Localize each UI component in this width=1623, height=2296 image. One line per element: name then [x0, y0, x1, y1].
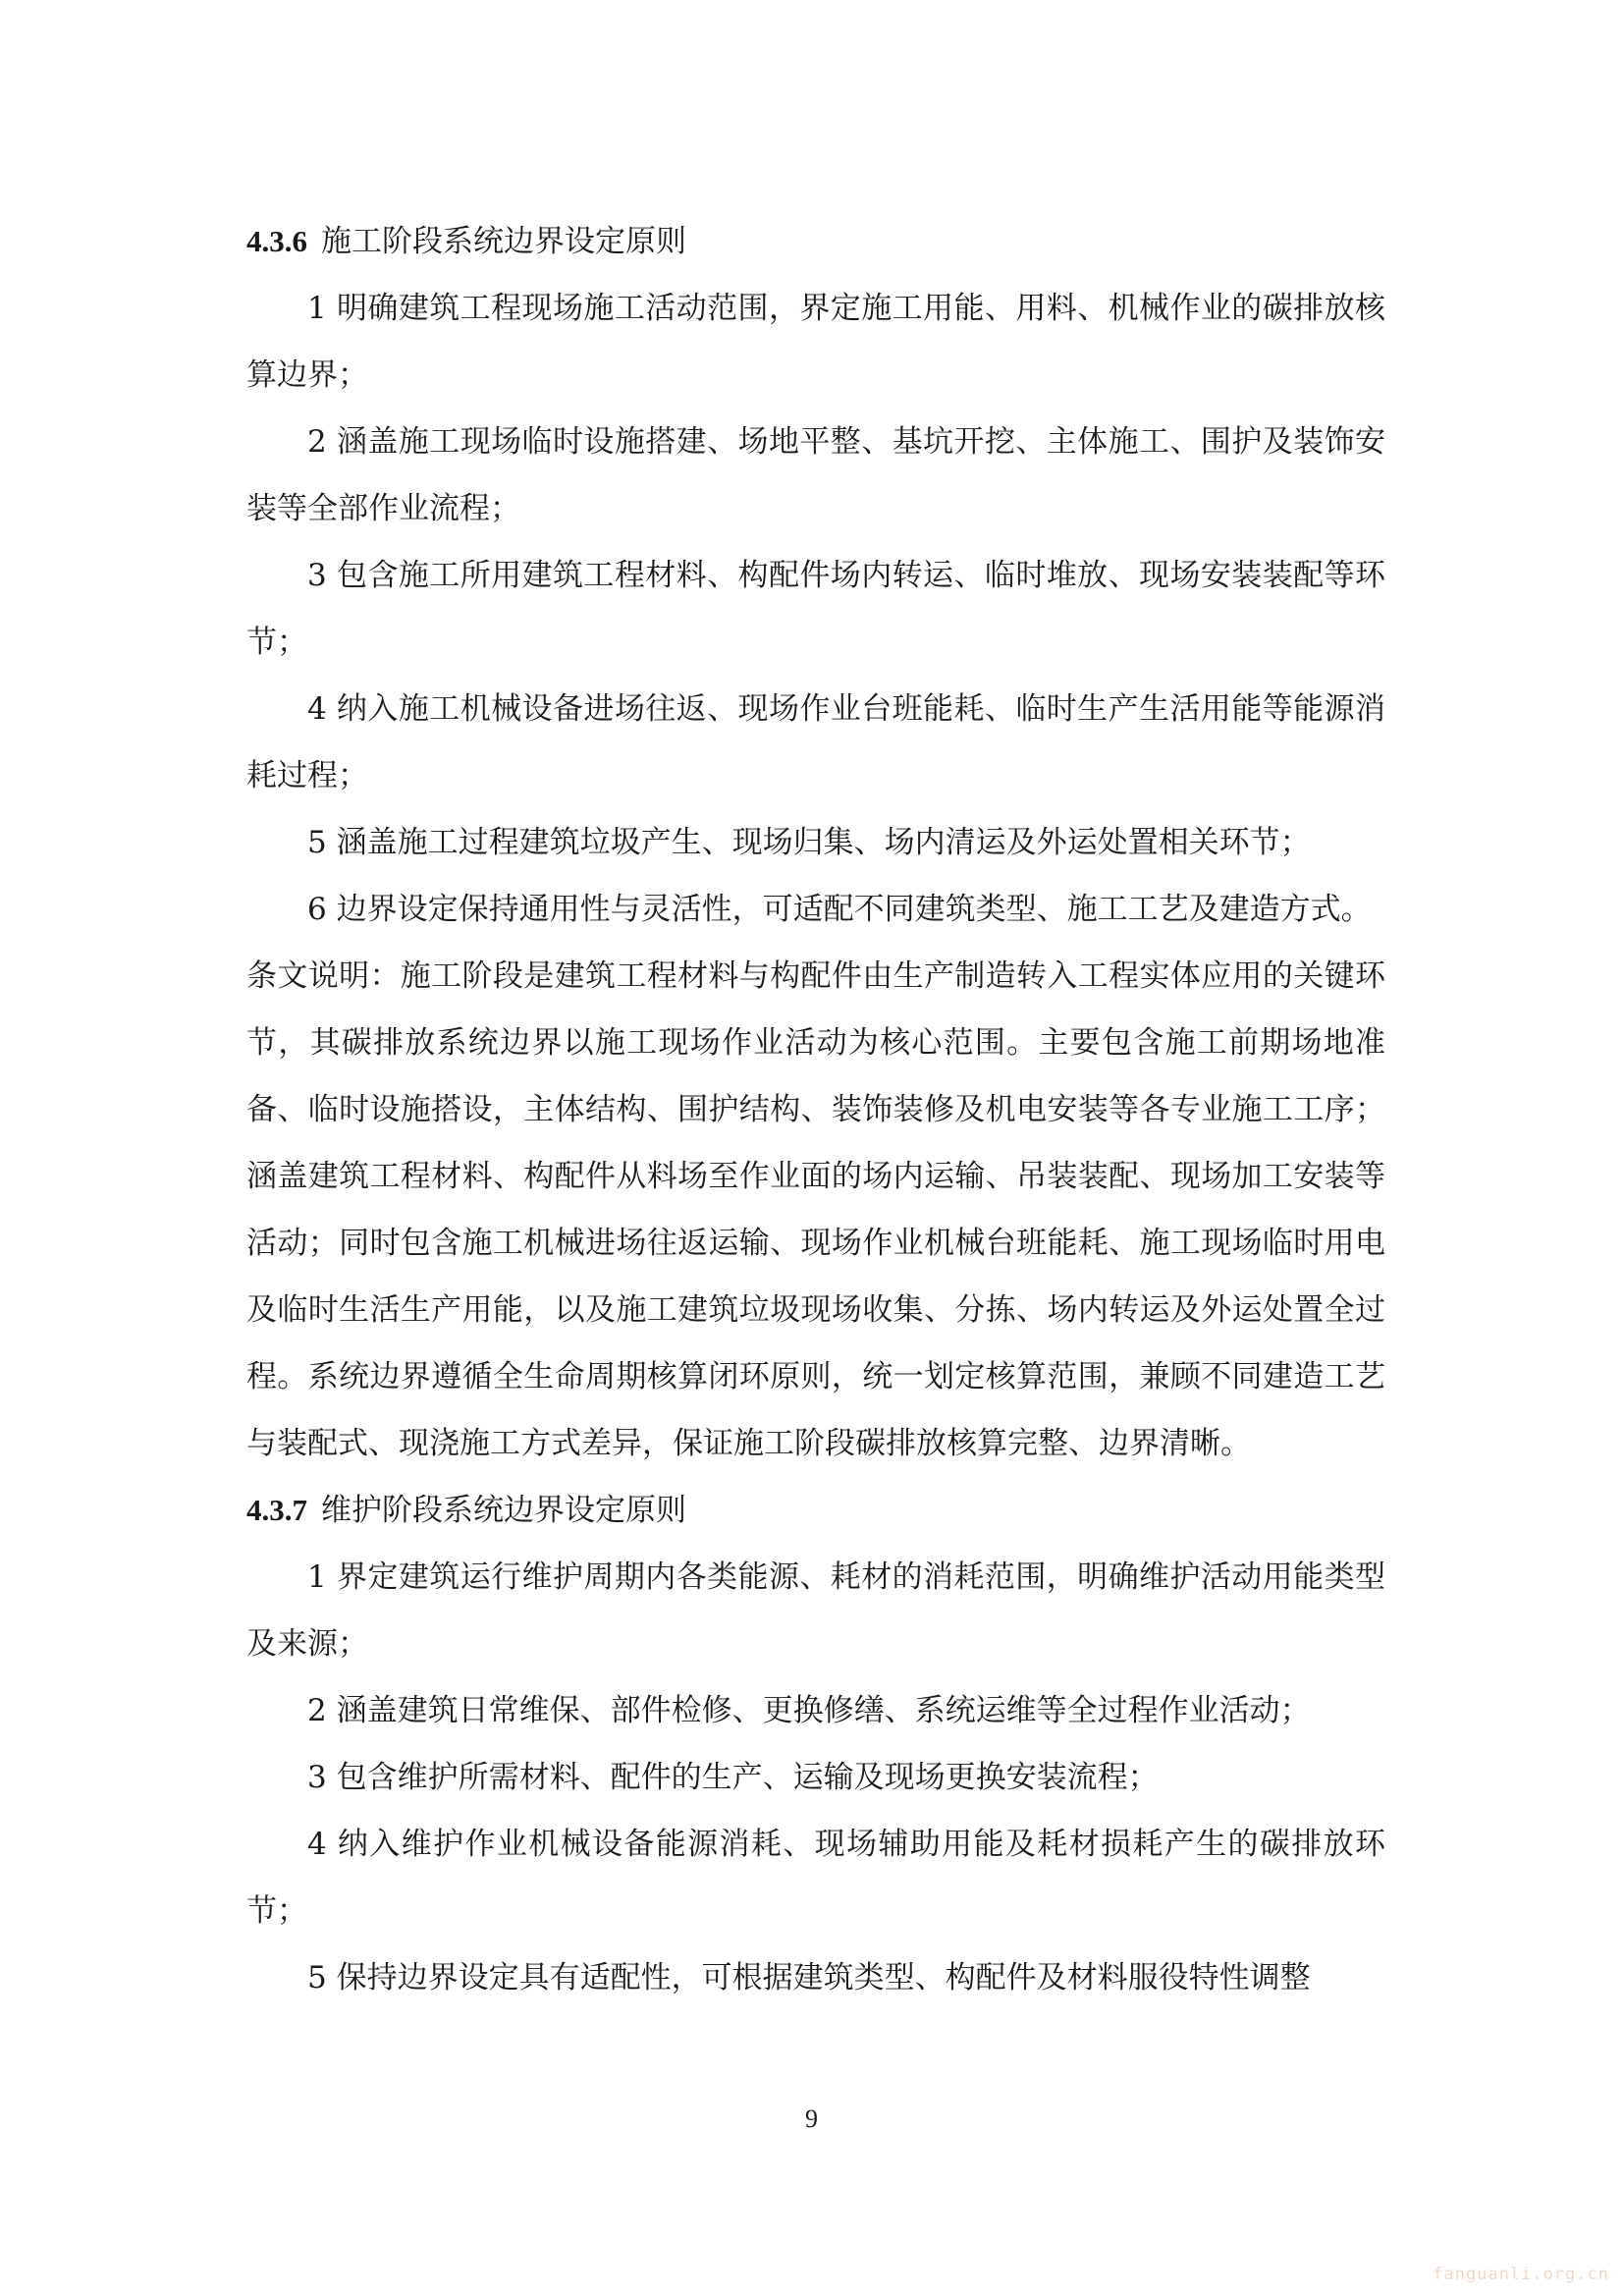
list-item: 6 边界设定保持通用性与灵活性，可适配不同建筑类型、施工工艺及建造方式。	[307, 892, 1372, 927]
list-item: 5 涵盖施工过程建筑垃圾产生、现场归集、场内清运及外运处置相关环节；	[307, 825, 1311, 860]
list-item: 2 涵盖施工现场临时设施搭建、场地平整、基坑开挖、主体施工、围护及装饰安装等全部作业流程；	[246, 424, 1385, 526]
list-item: 4 纳入施工机械设备进场往返、现场作业台班能耗、临时生产生活用能等能源消耗过程；	[246, 691, 1385, 793]
list-item: 5 保持边界设定具有适配性，可根据建筑类型、构配件及材料服役特性调整	[307, 1960, 1311, 1995]
section-title: 施工阶段系统边界设定原则	[321, 224, 686, 259]
document-body	[246, 208, 1385, 2011]
section-4-3-7-heading	[246, 1477, 1385, 1544]
section-number: 4.3.7	[246, 1493, 307, 1527]
list-item: 3 包含施工所用建筑工程材料、构配件场内转运、临时堆放、现场安装装配等环节；	[246, 558, 1385, 660]
list-item: 1 界定建筑运行维护周期内各类能源、耗材的消耗范围，明确维护活动用能类型及来源；	[246, 1559, 1385, 1662]
clause-explanation: 条文说明：施工阶段是建筑工程材料与构配件由生产制造转入工程实体应用的关键环节，其碳排放系统边界以施工现场作业活动为核心范围。主要包含施工前期场地准备、临时设施搭设，主体结构、围护结构、装饰装修及机电安装等各专业施工工序；涵盖建筑工程材料、构配件从料场至作业面的场内运输、吊装装配、现场加工安装等活动；同时包含施工机械进场往返运输、现场作业机械台班能耗、施工现场临时用电及临时生活生产用能，以及施工建筑垃圾现场收集、分拣、场内转运及外运处置全过程。系统边界遵循全生命周期核算闭环原则，统一划定核算范围，兼顾不同建造工艺与装配式、现浇施工方式差异，保证施工阶段碳排放核算完整、边界清晰。	[246, 958, 1385, 1461]
page-number: 9	[805, 2105, 818, 2133]
section-4-3-6-heading	[246, 208, 1385, 275]
watermark: fanguanli.org.cn	[1433, 2265, 1609, 2284]
section-number: 4.3.6	[246, 224, 307, 258]
section-title: 维护阶段系统边界设定原则	[321, 1493, 686, 1528]
list-item: 4 纳入维护作业机械设备能源消耗、现场辅助用能及耗材损耗产生的碳排放环节；	[246, 1827, 1385, 1929]
list-item: 2 涵盖建筑日常维保、部件检修、更换修缮、系统运维等全过程作业活动；	[307, 1693, 1311, 1728]
list-item: 1 明确建筑工程现场施工活动范围，界定施工用能、用料、机械作业的碳排放核算边界；	[246, 291, 1385, 393]
list-item: 3 包含维护所需材料、配件的生产、运输及现场更换安装流程；	[307, 1760, 1159, 1795]
